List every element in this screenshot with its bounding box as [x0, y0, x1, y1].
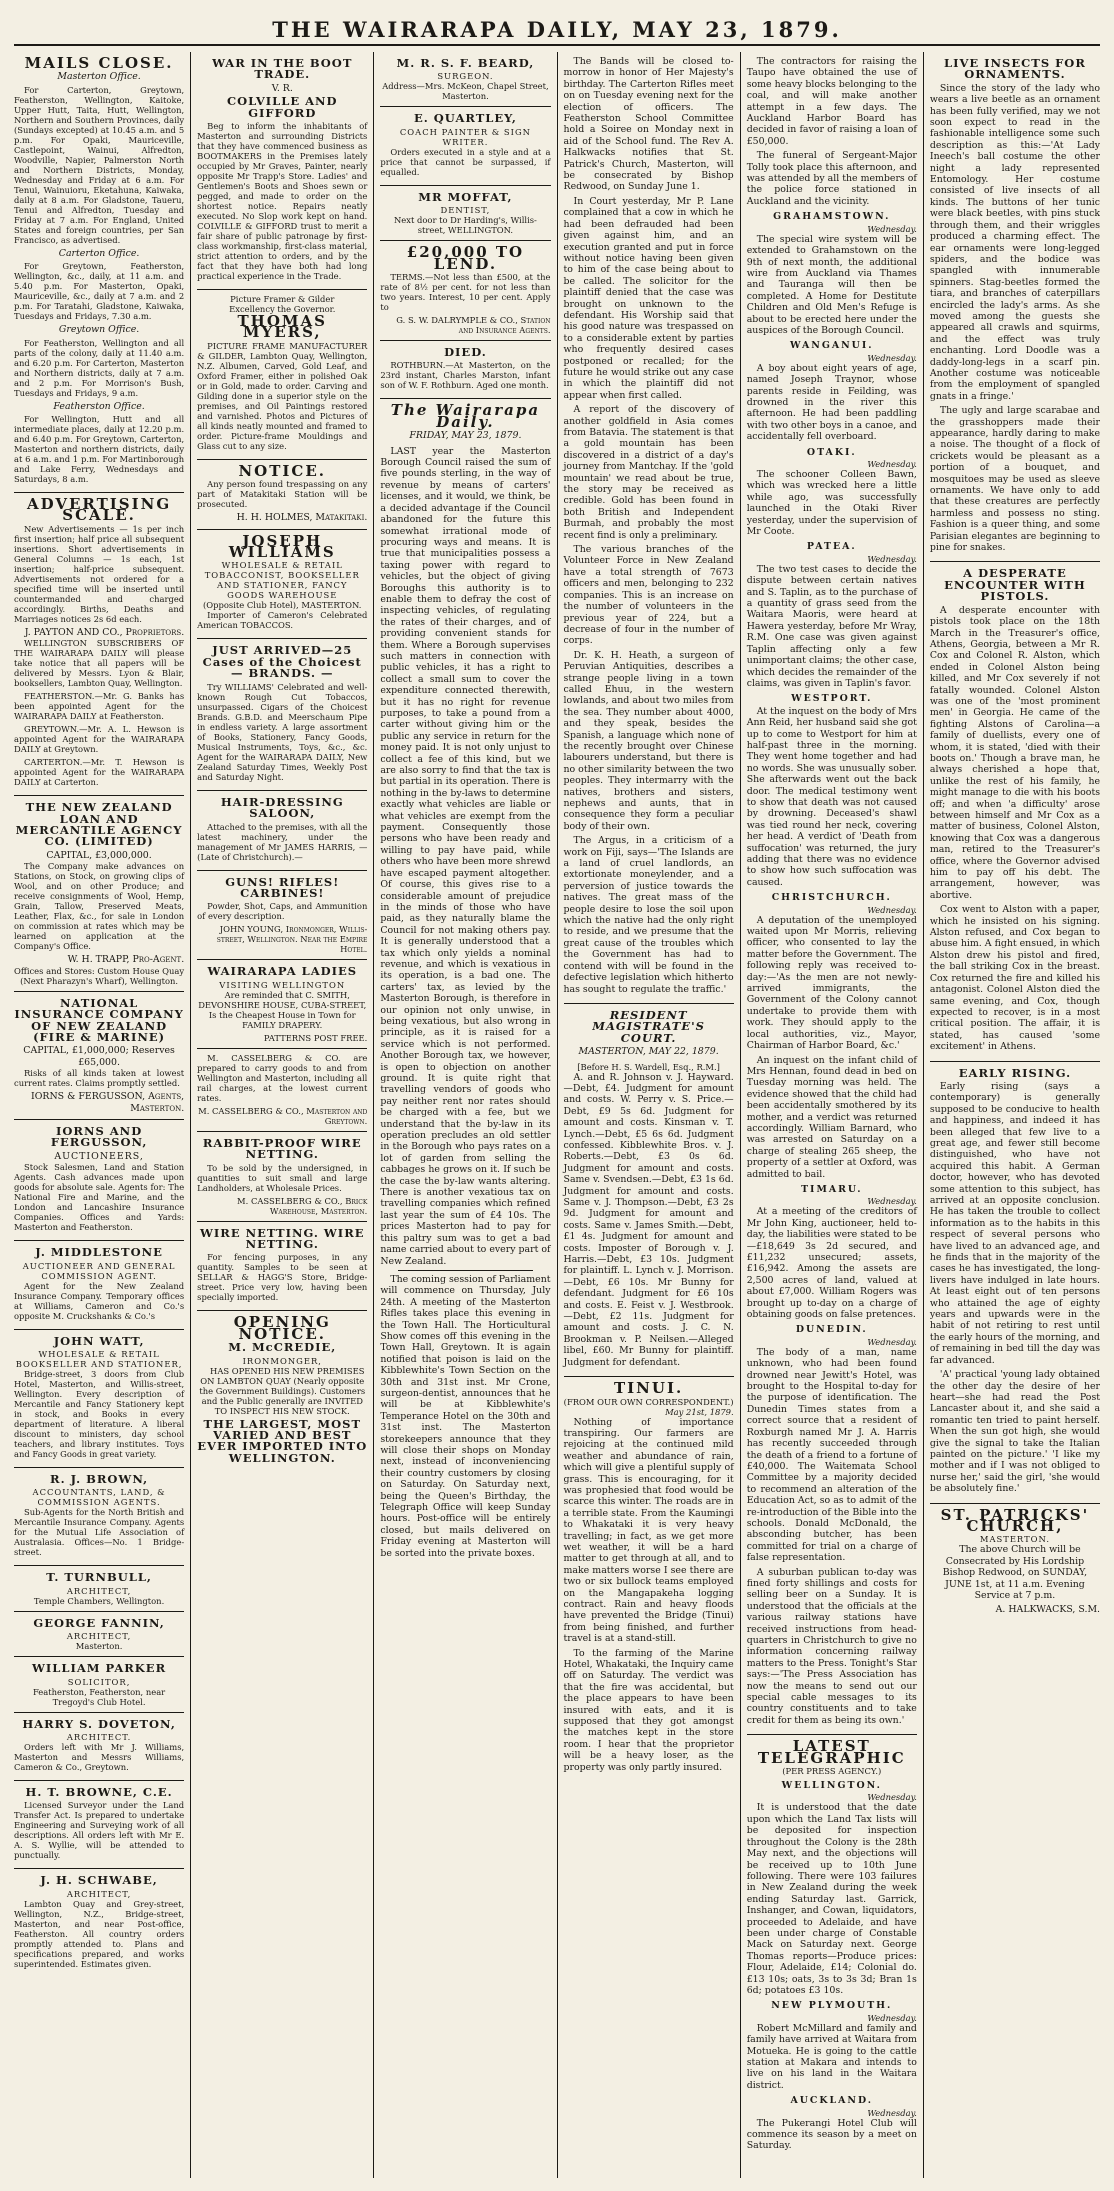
wire-heading: WIRE NETTING. WIRE NETTING. [199, 1225, 365, 1251]
williams-sub: WHOLESALE & RETAIL TOBACCONIST, BOOKSELLER AND STATIONER, FANCY GOODS WAREHOUSE [204, 560, 360, 601]
netting-ad [197, 1132, 367, 1222]
tinui-heading: TINUI. [613, 1379, 684, 1398]
column-6 [923, 52, 1100, 2178]
westport-text: At the inquest on the body of Mrs Ann Reid, her husband said she got up to come to Westport for him at half-past three in the morning. They went home together and had no words. She was unusually sober. She afterwards went out the back door. The medical testimony went to show that death was not caused by drowning. Deceased's shawl was tied round her neck, covering her head. A verdict of 'Death from suffocation' was returned, the jury adding that there was no evidence to show how such suffocation was caused. [746, 705, 917, 888]
masterton-office-text: For Carterton, Greytown, Featherston, Wellington, Kaitoke, Upper Hutt, Taita, Hutt, Wellington, Northern and Southern Provinces, daily (Sundays excepted) at 10.45 a.m. and 5 p.m. For Opaki, Mauriceville, Castlepoint, Wainui, Alfredton, Woodville, Napier, Palmerston North and Northern Districts, Monday, Wednesday and Friday at 6 a.m. For Tenui, Wainuioru, Eketahuna, Kaiwaka, daily at 8 a.m. For Gladstone, Taueru, Tenui and Alfredton, Tuesday and Friday at 7 a.m. For England, United States and foreign countries, per San Francisco, as advertised. [14, 84, 185, 245]
brown-text: Sub-Agents for the North British and Mercantile Insurance Company. Agents for the Mutual Life Association of Australasia. Offices—No. 1 Bridge-street. [14, 1507, 185, 1558]
fannin-text: Masterton. [75, 1641, 123, 1652]
iorns-sub: AUCTIONEERS, [54, 1150, 144, 1162]
wanganui-day: Wednesday. [867, 352, 917, 363]
middlestone-ad [14, 1241, 184, 1329]
dunedin-heading: DUNEDIN. [795, 1324, 868, 1336]
netting-heading: RABBIT-PROOF WIRE NETTING. [202, 1135, 362, 1162]
beard-heading: M. R. S. F. BEARD, [396, 56, 535, 70]
fannin-ad [14, 1612, 184, 1657]
dunedin-text: The body of a man, name unknown, who had been found drowned near Jewitt's Hotel, was brought to the Hospital to-day for the purpose of identification. The Dunedin Times states from a correct source that a resident of Roxburgh named Mr J. A. Harris has recently succeeded through the death of a friend to a fortune of £40,000. The Waitemata School Committee by a majority decided to recommend an alteration of the Education Act, so as to admit of the re-introduction of the Bible into the schools. Donald McDonald, the absconding butcher, has been committed for trial on a charge of false representation. [746, 1346, 917, 1564]
casselberg-text: M. CASSELBERG & CO. are prepared to carry goods to and from Wellington and Masterton, including all rail charges, at the lowest current rates. [197, 1052, 368, 1103]
auckland-heading: AUCKLAND. [790, 2095, 874, 2107]
bands-note: The Bands will be closed to-morrow in honor of Her Majesty's birthday. The Carterton Rifles meet on on Tuesday evening next for the election of officers. The Featherston School Committee hold a Soiree on Monday next in aid of the School fund. The Rev A. Halkwacks notifies that St. Patrick's Church, Masterton, will be consecrated by Bishop Redwood, on Sunday June 1. [563, 56, 734, 193]
loan-offices: Offices and Stores: Custom House Quay (Next Pharazyn's Wharf), Wellington. [14, 965, 185, 986]
netting-text: To be sold by the undersigned, in quantities to suit small and large Landholders, at Wholesale Prices. [197, 1162, 368, 1193]
contract-note: The contractors for raising the Taupo have obtained the use of some heavy blocks belonging to the coal, and will make another attempt in a few days. The Auckland Harbor Board has decided in favor of raising a loan of £50,000. [746, 56, 917, 147]
live-insects-section [930, 52, 1100, 562]
quartley-heading: E. QUARTLEY, [413, 111, 517, 126]
pistols-text-2: Cox went to Alston with a paper, which he insisted on his signing. Alston refused, and Cox began to abuse him. A fight ensued, in which Alston drew his pistol and fired, the ball striking Cox in the breast. Cox returned the fire and killed his antagonist. Colonel Alston died the same evening, and Cox, though expected to recover, is in a most critical position. The affair, it is stated, has caused 'some excitement' in Athens. [929, 904, 1100, 1053]
loan-agent: W. H. TRAPP, Pro-Agent. [67, 954, 185, 966]
timaru-heading: TIMARU. [801, 1183, 863, 1195]
advertising-text: New Advertisements — 1s per inch first insertion; half price all subsequent insertions. Short advertisements in General Columns — 1s each, 1st insertion; half-price subsequent. Advertisements not ordered for a specified time will be inserted until countermanded and charged accordingly. Births, Deaths and Marriages notices 2s 6d each. [14, 523, 185, 624]
boot-firm: COLVILLE AND GIFFORD [226, 94, 338, 120]
column-5 [740, 52, 923, 2178]
tinui-section [564, 1377, 734, 1781]
notice-text: Any person found trespassing on any part of Matakitaki Station will be prosecuted. [197, 479, 368, 510]
advertising-heading: ADVERTISING SCALE. [26, 495, 172, 525]
netting-signature: M. CASSELBERG & CO., Brick Warehouse, Masterton. [237, 1195, 368, 1216]
leader-article: LAST year the Masterton Borough Council raised the sum of five pounds sterling, in the way of revenue by means of carters' licenses, and it would, we think, be a decided advantage if the Council abandoned for the future this somewhat irrational mode of procuring ways and means. It is true that municipalities possess a taxing power with regard to vehicles, but the object of giving Boroughs this authority is to enable them to defray the cost of inspecting vehicles, of regulating the rates of their charges, and of providing convenient stands for them. Where a Borough supervises such matters in connection with public vehicles, it has a right to collect a small sum to cover the expenditure connected therewith, but it has no right for revenue purposes, to take a pound from a carter without giving him or the public any service in return for the money paid. It is not only unjust to collect a fee of this kind, but we are also sorry to find that the tax is but partial in its operation. There is nothing in the by-laws to determine exactly what vehicles are liable or what vehicles are exempt from the payment. Consequently those persons who have been ready and willing to pay have paid, while others who have been more shrewd have escaped payment altogether. Of course, this gives rise to a considerable amount of prejudice in the minds of those who have paid, as they naturally blame the Council for not making others pay. It is generally understood that a tax which only yields a nominal revenue, and which is vexatious in its operation, is a bad one. The carters' tax, as levied by the Masterton Borough, is therefore in our opinion not only unwise, in being vexatious, but also wrong in principle, as it is raised for a service which is not performed. Another Borough tax, we however, is open to objection on another ground. It is quite right that travelling vendors of goods who pay neither rent nor rates should be charged with a fee, but we understand that the by-law in its operation precludes an old settler in the Borough who pays rates on a lot of garden from selling the cabbages he grows on it. If such be the case the by-law wants altering. There is another vexatious tax on travelling companies which refined last year the sum of £4 10s. The prices Masterton had to pay for this paltry sum was to get a bad name carried about to every part of New Zealand. [380, 445, 551, 1267]
tinui-text: Nothing of importance transpiring. Our farmers are rejoicing at the continued mild weather and abundance of rain, which will give a plentiful supply of grass. This is encouraging, for it was prophesied that food would be scarce this winter. The roads are in a terrible state. From the Kaumingi to Whakataki it is very heavy travelling; in fact, as we get more wet weather, it will be a hard matter to get through at all, and to make matters worse I see there are two or six bullock teams employed on the Mangapakeha logging contract. Rain and heavy floods have prevented the Bridge (Tinui) from being finished, and further travel is at a stand-still. [563, 1416, 734, 1645]
advertising-signature: J. PAYTON AND CO., Proprietors. [24, 626, 185, 638]
schwabe-text: Lambton Quay and Grey-street, Wellington, N.Z., Bridge-street, Masterton, and near Post-office, Featherston. All country orders promptly attended to. Plans and specifications prepared, and works superintended. Estimates given. [14, 1898, 185, 1969]
ladies-ad [197, 960, 367, 1048]
hair-heading: HAIR-DRESSING SALOON, [220, 794, 344, 821]
early-rising-section [930, 1062, 1100, 1504]
notice-ad [197, 460, 367, 530]
t-browne-ad [14, 1781, 184, 1869]
williams-text: Importer of Cameron's Celebrated American TOBACCOS. [197, 610, 368, 631]
brown-ad [14, 1468, 184, 1566]
church-heading: ST. PATRICKS' CHURCH, [940, 1505, 1090, 1535]
insurance-ad [14, 992, 184, 1120]
local-notes [564, 52, 734, 1004]
boot-text: Beg to inform the inhabitants of Masterton and surrounding Districts that they have commenced business as BOOTMAKERS in the Premises lately occupied by Mr Graves, Painter, nearly opposite Mr Trapp's Store. Ladies' and Gentlemen's Boots and Shoes sewn or pegged, and made to order on the shortest notice. Repairs neatly executed. No Slop work kept on hand. COLVILLE & GIFFORD trust to merit a fair share of public patronage by first-class workmanship, first-class material, strict attention to orders, and by the fact that they have both had long practical experience in the Trade. [197, 121, 368, 282]
loan-capital: CAPITAL, £3,000,000. [46, 849, 152, 861]
church-signature: A. HALKWACKS, S.M. [995, 1604, 1100, 1616]
quartley-sub: COACH PAINTER & SIGN WRITER. [399, 126, 531, 147]
auckland-text: The Pukerangi Hotel Club will commence its season by a meet on Saturday. [746, 2117, 917, 2152]
money-text: TERMS.—Not less than £500, at the rate of 8½ per cent. for not less than two years. Interest, 10 per cent. Apply to [380, 272, 551, 313]
column-2 [190, 52, 373, 2178]
greytown-office-text: For Featherston, Wellington and all parts of the colony, daily at 11.40 a.m. and 6.20 p.m. For Carterton, Masterton and Northern districts, daily at 7 a.m. and 2 p.m. For Morrison's Bush, Tuesdays and Fridays, 9 a.m. [14, 337, 185, 398]
williams-heading: JOSEPH WILLIAMS [228, 531, 336, 562]
resident-before: [Before H. S. Wardell, Esq., R.M.] [577, 1061, 720, 1072]
rising-heading: EARLY RISING. [958, 1065, 1072, 1080]
church-sub: MASTERTON. [979, 1534, 1050, 1545]
loan-agency-ad [14, 796, 184, 991]
insects-text-2: The ugly and large scarabae and the grasshoppers made their appearance, hardly daring to make a noise. The thought of a flock of crickets would be pleasant as a portion of a bouquet, and mosquitoes may be used as sleeve ornaments. We have only to add that these creatures are perfectly harmless and possess no sting. Fashion is a queer thing, and some Parisian elegantes are beginning to pine for snakes. [929, 405, 1100, 554]
died-text: ROTHBURN.—At Masterton, on the 23rd instant, Charles Marston, infant son of W. F. Rothburn. Aged one month. [380, 360, 551, 391]
resident-court-section [564, 1004, 734, 1377]
carterton-agent-text: CARTERTON.—Mr. T. Hewson is appointed Agent for the WAIRARAPA DAILY at Carterton. [14, 757, 185, 788]
christchurch-heading: CHRISTCHURCH. [771, 892, 892, 904]
new-plymouth-text: Robert McMillard and family and family have arrived at Waitara from Motueka. He is going to the cattle station at Makara and intends to live on his land in the Waitara district. [746, 2022, 917, 2091]
quartley-text: Orders executed in a style and at a price that cannot be surpassed, if equalled. [380, 146, 551, 177]
boot-vr: V. R. [271, 82, 293, 94]
wellington-agents-text: WELLINGTON SUBSCRIBERS OF THE WAIRARAPA DAILY will please take notice that all papers will be delivered by Messrs. Lyon & Blair, booksellers, Lambton Quay, Wellington. [14, 638, 185, 689]
parker-heading: WILLIAM PARKER [32, 1661, 167, 1676]
moffat-heading: MR MOFFAT, [418, 189, 513, 204]
hair-text: Attached to the premises, with all the latest machinery, under the management of Mr JAMES HARRIS, —(Late of Christchurch).— [197, 821, 368, 862]
court-note: In Court yesterday, Mr P. Lane complained that a cow in which he had been defrauded had been given against him, and an execution granted and put in force without notice having been given to him of the case being about to be called. The solicitor for the plaintiff denied that the case was brought on unknown to the defendant. His Worship said that his good nature was trespassed on to a considerable extent by parties who frequently desired cases postponed or recalled; for the future he would strike out any case in which the plaintiff did not appear when first called. [563, 195, 734, 401]
ladies-text: Are reminded that C. SMITH, DEVONSHIRE HOUSE, CUBA-STREET, Is the Cheapest House in Town for FAMILY DRAPERY. [198, 989, 367, 1030]
telegraph-sub: (PER PRESS AGENCY.) [782, 1766, 882, 1777]
doveton-ad [14, 1713, 184, 1781]
turnbull-text: Temple Chambers, Wellington. [33, 1595, 165, 1606]
telegraph-continued [747, 52, 917, 1735]
wellington-heading: WELLINGTON. [781, 1780, 882, 1792]
patea-text: The two test cases to decide the dispute between certain natives and S. Taplin, as to the purchase of a quantity of grass seed from the Waitara Maoris, were heard at Hawera yesterday, before Mr Wray, R.M. One case was given against Taplin affecting only a few unimportant claims; the other case, which decides the remainder of the claims, was given in Taplin's favor. [746, 563, 917, 689]
quartley-ad [380, 107, 550, 185]
insurance-capital: CAPITAL, £1,000,000; Reserves £65,000. [23, 1045, 175, 1068]
parker-sub: SOLICITOR, [67, 1676, 131, 1687]
peruvian-note: Dr. K. H. Heath, a surgeon of Peruvian Antiquities, describes a strange people living in a town called Ehuu, in the western lowlands, and about two miles from the sea. They number about 4000, and they speak, besides the Spanish, a language which none of the recently brought over Chinese labourers understand, but there is no other similarity between the two peoples. They intermarry with the natives, brothers and sisters, nephews and aunts, that in consequence they form a peculiar body of their own. [563, 649, 734, 832]
pistols-heading: A DESPERATE ENCOUNTER WITH PISTOLS. [944, 566, 1086, 604]
guns-ad [197, 871, 367, 961]
frames-heading: Picture Framer & Gilder [230, 294, 335, 305]
patea-day: Wednesday. [867, 553, 917, 564]
watt-sub: WHOLESALE & RETAIL BOOKSELLER AND STATIONER, [15, 1348, 183, 1369]
loan-heading: THE NEW ZEALAND LOAN AND MERCANTILE AGENCY CO. (LIMITED) [15, 800, 183, 849]
moffat-ad [380, 186, 550, 241]
parker-ad [14, 1657, 184, 1712]
otaki-heading: OTAKI. [806, 446, 857, 458]
resident-date: MASTERTON, MAY 22, 1879. [578, 1046, 719, 1058]
otaki-text: The schooner Colleen Bawn, which was wrecked here a little while ago, was successfully launched in the Otaki River yesterday, under the supervision of Mr Coote. [746, 469, 917, 538]
guns-signature: JOHN YOUNG, Ironmonger, Willis-street, Wellington. Near the Empire Hotel. [216, 924, 368, 955]
turnbull-heading: T. TURNBULL, [46, 1570, 152, 1585]
column-3 [373, 52, 556, 2178]
myers-text: PICTURE FRAME MANUFACTURER & GILDER, Lambton Quay, Wellington, N.Z. Albumen, Carved, Gold Leaf, and Oxford Framer, either in polished Oak or in Gold, made to order. Carving and Gilding done in a superior style on the premises, and Oil Paintings restored and varnished. Photos and Pictures of all kinds neatly mounted and framed to order. Picture-frame Mouldings and Glass cut to any size. [197, 340, 368, 451]
middlestone-heading: J. MIDDLESTONE [35, 1245, 163, 1260]
greytown-office-heading: Greytown Office. [58, 324, 140, 336]
greytown-agent-text: GREYTOWN.—Mr. A. L. Hewson is appointed Agent for the WAIRARAPA DAILY at Greytown. [14, 724, 185, 755]
tinui-date: May 21st, 1879. [665, 1406, 734, 1417]
opening-text: HAS OPENED HIS NEW PREMISES ON LAMBTON QUAY (Nearly opposite the Government Buildings). Customers and the Public generally are INVITED TO INSPECT HIS NEW STOCK. [199, 1365, 366, 1416]
insurance-text: Risks of all kinds taken at lowest current rates. Claims promptly settled. [14, 1068, 185, 1089]
volunteers-note: The various branches of the Volunteer Force in New Zealand have a total strength of 7673 officers and men, belonging to 232 companies. This is an increase on the number of volunteers in the previous year of 224, but a decrease of four in the number of corps. [563, 544, 734, 647]
doveton-text: Orders left with Mr J. Williams, Masterton and Messrs Williams, Cameron & Co., Greytown. [14, 1742, 185, 1772]
telegraph-heading: LATEST TELEGRAPHIC [757, 1737, 906, 1767]
dunedin-day: Wednesday. [867, 1336, 917, 1347]
fannin-heading: GEORGE FANNIN, [33, 1615, 165, 1630]
middlestone-text: Agent for the New Zealand Insurance Company. Temporary offices at Williams, Cameron and Co.'s opposite M. Cruckshanks & Co.'s [14, 1280, 185, 1321]
otaki-day: Wednesday. [867, 459, 917, 469]
grahamstown-heading: GRAHAMSTOWN. [773, 211, 891, 223]
guns-heading: GUNS! RIFLES! CARBINES! [225, 874, 340, 900]
brown-sub: ACCOUNTANTS, LAND, & COMMISSION AGENTS. [32, 1487, 166, 1508]
tinui-sub: (FROM OUR OWN CORRESPONDENT.) [563, 1396, 734, 1407]
watt-text: Bridge-street, 3 doors from Club Hotel, Masterton, and Willis-street, Wellington. Every description of Mercantile and Fancy Stationery kept in stock, and Books in every department of literature. A liberal discount to ministers, day school teachers, and library institutes. Toys and Fancy Goods in great variety. [14, 1368, 185, 1459]
myers-heading: THOMAS MYERS, [237, 312, 327, 342]
beard-sub: SURGEON. [437, 71, 494, 82]
insects-heading: LIVE INSECTS FOR ORNAMENTS. [944, 56, 1086, 82]
wanganui-text: A boy about eight years of age, named Joseph Traynor, whose parents reside in Feilding, was drowned in the river this afternoon. He had been paddling with two other boys in a canoe, and accidentally fell overboard. [746, 362, 917, 443]
editorial-section [380, 399, 550, 1567]
featherston-office-text: For Wellington, Hutt and all intermediate places, daily at 12.20 p.m. and 6.40 p.m. For Greytown, Carterton, Masterton and northern districts, daily at 6 a.m. and 1 p.m. For Martinborough and Lake Ferry, Wednesdays and Saturdays, 8 a.m. [14, 414, 185, 485]
local-news: The coming session of Parliament will commence on Thursday, July 24th. A meeting of the Masterton Rifles takes place this evening in the Town Hall. The Horticultural Show comes off this evening in the Town Hall, Greytown. It is again notified that poison is laid on the Kibblewhite's Town Section on the 30th and 31st inst. Mr Crone, surgeon-dentist, announces that he will be at Kibblewhite's Temperance Hotel on the 30th and 31st inst. The Masterton storekeepers announce that they will close their shops on Monday next, instead of inconveniencing their country customers by closing on Saturday. On Saturday next, being the Queen's Birthday, the Telegraph Office will keep Sunday hours. Post-office will be entirely closed, but mails delivered on Friday evening at Masterton will be sorted into the private boxes. [380, 1273, 551, 1559]
featherston-office-heading: Featherston Office. [53, 400, 145, 412]
fannin-sub: ARCHITECT, [66, 1631, 132, 1642]
church-text: The above Church will be Consecrated by His Lordship Bishop Redwood, on SUNDAY, JUNE 1st, at 11 a.m. Evening Service at 7 p.m. [942, 1544, 1088, 1601]
christchurch-text-2: An inquest on the infant child of Mrs Hennan, found dead in bed on Tuesday morning was held. The evidence showed that the child had been accidentally smothered by its mother, and a verdict was returned accordingly. William Barnard, who was arrested on Saturday on a charge of stealing 265 sheep, the property of a settler at Oxford, was admitted to bail. [746, 1054, 917, 1180]
brands-ad [197, 639, 367, 790]
wanganui-heading: WANGANUI. [790, 340, 874, 352]
masterton-office-heading: Masterton Office. [57, 71, 141, 83]
ladies-heading: WAIRARAPA LADIES [207, 964, 358, 979]
beard-ad [380, 52, 550, 107]
argus-note: The Argus, in a criticism of a work on Fiji, says—'The Islands are a land of cruel landlords, an extortionate moneylender, and a perversion of justice towards the natives. The great mass of the people desire to lose the soil upon which the native had the only right to reside, and we presume that the great cause of the troubles which the Government has had to contend with will be found in the defective legislation which hitherto has sought to regulate the traffic.' [563, 835, 734, 995]
brown-heading: R. J. BROWN, [50, 1471, 149, 1486]
ladies-sub: VISITING WELLINGTON [219, 979, 346, 990]
notice-signature: H. H. HOLMES, Matakitaki. [236, 512, 368, 524]
pistols-text: A desperate encounter with pistols took place on the 18th March in the Treasurer's office, Athens, Georgia, between a Mr R. Cox and Colonel R. Alston, which ended in Colonel Alston being killed, and Mr Cox severely if not fatally wounded. Colonel Alston was one of the 'most prominent men' in Georgia. He came of the fighting Alstons of Carolina—a family of duellists, every one of whom, it is stated, 'died with their boots on.' Though a brave man, he always cherished a hope that, unlike the rest of his family, he might manage to die with his boots off; and when 'a difficulty' arose between himself and Mr Cox as a matter of business, Colonel Alston, knowing that Cox was a dangerous man, retired to the Treasurer's office, where the Governor advised him to pay off his debt. The arrangement, however, was abortive. [929, 604, 1100, 901]
money-heading: £20,000 TO LEND. [406, 243, 525, 273]
divider [398, 1270, 532, 1271]
opening-notice-ad [197, 1311, 367, 1471]
opening-heading: OPENING NOTICE. [233, 1313, 331, 1343]
christchurch-day: Wednesday. [867, 904, 917, 915]
timaru-text: At a meeting of the creditors of Mr John King, auctioneer, held to-day, the liabilities were stated to be—£18,649 3s 2d secured, and £11,232 unsecured; assets, £16,942. Among the assets are 2,500 acres of land, valued at about £7,000. William Rogers was brought up to-day on a charge of obtaining goods on false pretences. [746, 1206, 917, 1321]
advertising-scale-section [14, 493, 184, 796]
pistols-section [930, 562, 1100, 1061]
beard-text: Address—Mrs. McKeon, Chapel Street, Masterton. [382, 81, 549, 102]
paper-title: The Wairarapa Daily. [390, 401, 541, 431]
church-notice [930, 1504, 1100, 1621]
died-notice [380, 341, 550, 399]
notice-heading: NOTICE. [238, 461, 327, 480]
rising-text: Early rising (says a contemporary) is generally supposed to be conducive to health and happiness, and indeed it has been alleged that few live to a great age, and fewer still become distinguished, who have not acquired this habit. A German doctor, however, who has devoted some attention to this subject, has arrived at an opposite conclusion. He has taken the trouble to collect information as to the habits in this respect of several persons who have lived to an advanced age, and he finds that in the majority of the cases he has investigated, the long-livers have indulged in late hours. At least eight out of ten persons who attained the age of eighty years and upwards were in the habit of not retiring to rest until the early hours of the morning, and of remaining in bed till the day was far advanced. [929, 1080, 1100, 1366]
turnbull-sub: ARCHITECT, [66, 1585, 132, 1596]
iorns-heading: IORNS AND FERGUSSON, [50, 1123, 148, 1150]
iorns-ad [14, 1120, 184, 1241]
t-browne-heading: H. T. BROWNE, C.E. [25, 1785, 173, 1799]
money-to-lend-ad [380, 241, 550, 341]
opening-sub: IRONMONGER, [242, 1355, 322, 1366]
t-browne-text: Licensed Surveyor under the Land Transfer Act. Is prepared to undertake Engineering and Surveying work of all descriptions. All orders left with Mr E. A. S. Wyllie, will be attended to punctually. [14, 1800, 185, 1861]
goldfield-note: A report of the discovery of another goldfield in Asia comes from Batavia. The statement is that a gold mountain has been discovered in a district of a day's journey from Mantchay. If the 'gold mountain' we read about be true, the story may be received as credible. Gold has been found in both British and Independent Burmah, and probably the most recent find is only a preliminary. [563, 404, 734, 541]
wire-text: For fencing purposes, in any quantity. Samples to be seen at SELLAR & HAGG'S Store, Bridge-street. Price very low, having been specially imported. [197, 1252, 368, 1303]
middlestone-sub: AUCTIONEER AND GENERAL COMMISSION AGENT. [22, 1260, 176, 1281]
williams-ad [197, 530, 367, 640]
money-signature: G. S. W. DALRYMPLE & CO., Station and Insurance Agents. [396, 315, 551, 336]
dunedin-text-2: A suburban publican to-day was fined forty shillings and costs for selling beer on a Sunday. It is understood that the officials at the various railway stations have received instructions from head-quarters in Christchurch to give no information concerning railway matters to the Press. Tonight's Star says:—'The Press Association has now the means to send out our special cable messages to its country constituents and to take credit for them as being its own.' [746, 1566, 917, 1726]
ladies-signature: PATTERNS POST FREE. [263, 1032, 368, 1043]
funeral-note: The funeral of Sergeant-Major Tolly took place this afternoon, and was attended by all the members of the police force stationed in Auckland and the vicinity. [746, 150, 917, 207]
masthead-title: THE WAIRARAPA DAILY, MAY 23, 1879. [14, 14, 1100, 46]
column-1 [14, 52, 190, 2178]
died-heading: DIED. [444, 345, 487, 360]
opening-foot: THE LARGEST, MOST VARIED AND BEST EVER IMPORTED INTO WELLINGTON. [197, 1416, 368, 1465]
resident-text: A. and R. Johnson v. J. Hayward.—Debt, £4. Judgment for amount and costs. W. Perry v. S. Price.—Debt, £9 5s 6d. Judgment for amount and costs. Kinsman v. T. Lynch.—Debt, £5 6s 6d. Judgment confessed. Kibblewhite Bros. v. J. Roberts.—Debt, £3 0s 6d. Judgment for amount and costs. Same v. Svendsen.—Debt, £3 1s 6d. Judgment for amount and costs. Same v. J. Thompson.—Debt, £3 2s 9d. Judgment for amount and costs. Same v. James Smith.—Debt, £1 4s. Judgment for amount and costs. Imposter of Borough v. J. Harris.—Debt, £3 10s. Judgment for plaintiff. L. Lynch v. J. Morrison.—Debt, £6 10s. Mr Bunny for defendant. Judgment for £6 10s and costs. E. Feist v. J. Westbrook.—Debt, £2 11s. Judgment for amount and costs. J. C. N. Brookman v. P. Neilsen.—Alleged libel, £60. Mr Bunny for plaintiff. Judgment for defendant. [563, 1071, 734, 1368]
westport-heading: WESTPORT. [791, 693, 873, 705]
new-plymouth-heading: NEW PLYMOUTH. [771, 2000, 893, 2012]
boot-trade-ad [197, 52, 367, 290]
patea-heading: PATEA. [806, 541, 857, 553]
moffat-text: Next door to Dr Harding's, Willis-street, WELLINGTON. [393, 215, 537, 236]
parker-text: Featherston, Featherston, near Tregoyd's Club Hotel. [32, 1686, 166, 1707]
watt-heading: JOHN WATT, [53, 1333, 145, 1348]
schwabe-heading: J. H. SCHWABE, [40, 1873, 158, 1888]
moffat-sub: DENTIST, [440, 205, 491, 216]
myers-ad [197, 290, 367, 460]
iorns-text: Stock Salesmen, Land and Station Agents. Cash advances made upon goods for absolute sale. Agents for: The National Fire and Marine, and the London and Lancashire Insurance Companies. Offices and Yards: Masterton and Featherston. [14, 1162, 185, 1233]
brands-heading: JUST ARRIVED—25 Cases of the Choicest — BRANDS. — [202, 643, 362, 681]
turnbull-ad [14, 1566, 184, 1611]
williams-address: (Opposite Club Hotel), MASTERTON. [203, 600, 362, 611]
wellington-text: It is understood that the date upon which the Land Tax lists will be deposited for inspection throughout the Colony is the 28th May next, and the objections will be received up to 10th June following. There were 103 failures in New Zealand during the week ending Saturday last. Garrick, Inshanger, and Cowan, liquidators, proceeded to Adelaide, and have been under charge of Constable Mack on Saturday next. George Thomas reports—Produce prices: Flour, Adelaide, £14; Colonial do. £13 10s; oats, 3s to 3s 3d; Bran 1s 6d; potatoes £3 10s. [746, 1802, 917, 1996]
tinui-text-2: To the farming of the Marine Hotel, Whakataki, the Inquiry came off on Saturday. The verdict was that the fire was accidental, but the place appears to have been insured with eats, and it is supposed that they got amongst the matches kept in the store room. I hear that the proprietor will be a heavy loser, as the property was only partly insured. [563, 1647, 734, 1773]
casselberg-ad [197, 1049, 367, 1132]
wire-netting-ad [197, 1222, 367, 1312]
doveton-heading: HARRY S. DOVETON, [22, 1716, 176, 1731]
schwabe-ad [14, 1869, 184, 1976]
doveton-sub: ARCHITECT. [66, 1732, 132, 1742]
loan-text: The Company make advances on Stations, on Stock, on growing clips of Wool, and on other Produce; and receive consignments of Wool, Hemp, Grain, Tallow, Preserved Meats, Leather, Flax, &c., for sale in London on commission at rates which may be learned on application at the Company's Office. [14, 861, 185, 952]
insurance-heading: NATIONAL INSURANCE COMPANY OF NEW ZEALAND (FIRE & MARINE) [14, 995, 184, 1044]
frames-excellency: Excellency the Governor. [229, 304, 336, 315]
grahamstown-day: Wednesday. [867, 223, 917, 234]
mails-heading: MAILS CLOSE. [24, 54, 174, 72]
mails-close-section [14, 52, 184, 493]
columns [14, 52, 1100, 2178]
christchurch-text: A deputation of the unemployed waited upon Mr Morris, relieving officer, who consented to lay the matter before the Government. The following reply was received to-day:—'As the men are not newly-arrived immigrants, the Government of the Colony cannot undertake to provide them with work. They should apply to the local authorities, viz., Mayor, Chairman of Harbor Board, &c.' [746, 914, 917, 1052]
featherston-agent-text: FEATHERSTON.—Mr. G. Banks has been appointed Agent for the WAIRARAPA DAILY at Featherston. [14, 691, 185, 722]
wellington-day: Wednesday. [867, 1792, 917, 1803]
boot-heading: WAR IN THE BOOT TRADE. [212, 56, 353, 82]
new-plymouth-day: Wednesday. [867, 2012, 917, 2023]
auckland-day: Wednesday. [867, 2107, 917, 2118]
guns-text: Powder, Shot, Caps, and Ammunition of every description. [197, 901, 368, 922]
column-4 [557, 52, 740, 2178]
insects-text: Since the story of the lady who wears a live beetle as an ornament has been fully verified, may we not soon expect to read in the fashionable intelligence some such description as this:—'At Lady Ineech's ball costume the other night a lady represented Entomology. Her costume consisted of live insects of all kinds. The buttons of her tunic were black beetles, with pins stuck through them, and their wriggles produced a charming effect. The ear ornaments were long-legged spiders, and the bodice was spangled with innumerable spinners. Stag-beetles formed the tiara, and branches of caterpillars encircled the lady's arms. As she moved among the guests she appeared all crawls and squirms, and the effect was truly enchanting. Lord Doodle was a daddy-long-legs in a scarf pin. Another costume was noticeable from the employment of spangled gnats in a fringe.' [929, 82, 1100, 402]
schwabe-sub: ARCHITECT, [66, 1888, 132, 1899]
casselberg-signature: M. CASSELBERG & CO., Masterton and Greytown. [198, 1105, 368, 1126]
watt-ad [14, 1330, 184, 1468]
timaru-day: Wednesday. [867, 1196, 917, 1207]
carterton-office-heading: Carterton Office. [58, 247, 140, 259]
brands-text: Try WILLIAMS' Celebrated and well-known Rough Cut Tobaccos, unsurpassed. Cigars of the Choicest Brands. G.B.D. and Meerschaum Pipe in endless variety. A large assortment of Books, Stationery, Fancy Goods, Musical Instruments, Toys, &c., &c. Agent for the WAIRARAPA DAILY, New Zealand Saturday Times, Weekly Post and Saturday Night. [197, 681, 368, 782]
paper-date: FRIDAY, MAY 23, 1879. [409, 430, 522, 442]
rising-text-2: 'A' practical 'young lady obtained the other day the desire of her heart—she had read the Post Lancaster about it, and she said a romantic ten tried to paint herself. When the sun got high, she would give the signal to take the Italian painted on the picture.' 'I like my mother and if I was not obliged to nurse her,' said the girl, 'she would be absolutely fine.' [929, 1369, 1100, 1495]
latest-telegraphic-section [747, 1735, 917, 2160]
insurance-signature: IORNS & FERGUSSON, Agents, Masterton. [31, 1091, 185, 1114]
grahamstown-text: The special wire system will be extended to Grahamstown on the 9th of next month, the additional wire from Auckland via Thames and Tauranga will then be completed. A Home for Destitute Children and Old Men's Refuge is about to be erected here under the auspices of the Borough Council. [746, 233, 917, 336]
opening-firm: M. McCREDIE, [228, 1340, 337, 1355]
hairdressing-ad [197, 791, 367, 871]
resident-heading: RESIDENT MAGISTRATE'S COURT. [592, 1007, 705, 1045]
carterton-office-text: For Greytown, Featherston, Wellington, &c., daily, at 11 a.m. and 5.40 p.m. For Masterton, Opaki, Mauriceville, &c., daily at 7 a.m. and 2 p.m. For Taratahi, Gladstone, Kaiwaka, Tuesdays and Fridays, 7.30 a.m. [14, 261, 185, 322]
